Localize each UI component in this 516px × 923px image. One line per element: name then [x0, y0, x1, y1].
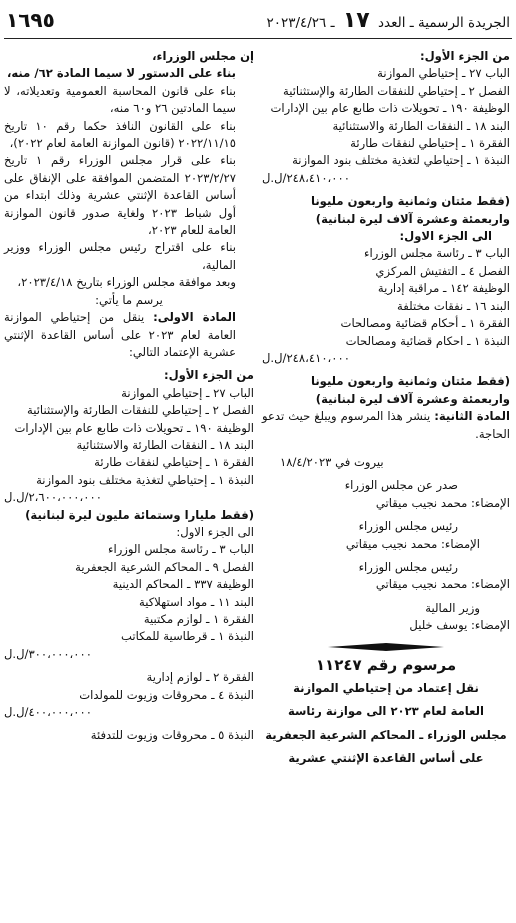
place-date: بيروت في ١٨/٤/٢٠٢٣: [280, 454, 384, 469]
signature-line: الإمضاء: محمد نجيب ميقاتي: [375, 577, 510, 592]
budget-line: الفقرة ١ ـ لوازم مكتبية: [143, 612, 254, 626]
budget-line: النبذة ١ ـ إحتياطي لتغذية مختلف بنود الموازنة: [292, 153, 510, 168]
budget-line: الفقرة ٢ ـ لوازم إدارية: [146, 670, 254, 685]
signature-line: الإمضاء: محمد نجيب ميقاتي: [375, 495, 510, 510]
decree-subject-line: مجلس الوزراء ـ المحاكم الشرعية الجعفرية: [265, 727, 507, 742]
budget-line: البند ١٨ ـ النفقات الطارئة والاستثنائية: [332, 118, 510, 133]
budget-line: الفقرة ١ ـ إحتياطي لنفقات طارئة: [94, 455, 254, 470]
decrees-statement: يرسم ما يأتي:: [95, 292, 163, 307]
basis-line: بناء على القانون النافذ حكما رقم ١٠ تاريخ ٢٠٢٢/١١/١٥ (قانون الموازنة العامة لعام ٢٠٢٢)،: [4, 118, 236, 151]
budget-line: الفصل ٤ ـ التفتيش المركزي: [375, 263, 510, 278]
signature-line: صدر عن مجلس الوزراء: [344, 478, 458, 493]
article-2-text: ينشر هذا المرسوم ويبلغ حيث تدعو الحاجة.: [262, 409, 510, 441]
budget-line: الوظيفة ١٩٠ ـ تحويلات ذات طابع عام بين الإدارات: [270, 101, 510, 116]
budget-line: الباب ٢٧ ـ إحتياطي الموازنة: [377, 66, 510, 81]
budget-line: الوظيفة ٣٣٧ ـ المحاكم الدينية: [112, 577, 254, 592]
budget-line: الوظيفة ١٤٢ ـ مراقبة إدارية: [377, 281, 510, 296]
budget-line: الباب ٣ ـ رئاسة مجلس الوزراء: [108, 542, 254, 557]
from-part-heading: من الجزء الأول:: [163, 368, 254, 383]
left-column: [4, 42, 254, 745]
signature-line: رئيس مجلس الوزراء: [358, 559, 458, 574]
budget-line: النبذة ١ ـ احكام قضائية ومصالحات: [345, 333, 510, 348]
to-part-heading: الى الجزء الاول:: [399, 229, 492, 244]
header-title: [266, 8, 510, 33]
page-header: [6, 4, 510, 36]
intro: إن مجلس الوزراء،: [152, 49, 254, 63]
budget-line: النبذة ١ ـ إحتياطي لتغذية مختلف بنود الموازنة: [36, 472, 254, 487]
amount: ٢٤٨،٤١٠،٠٠٠/ل.ل: [262, 170, 350, 185]
amount: ٢،٦٠٠،٠٠٠،٠٠٠/ل.ل: [4, 490, 102, 505]
article-2: [262, 408, 510, 443]
signature-line: رئيس مجلس الوزراء: [358, 519, 458, 534]
budget-line: الباب ٢٧ ـ إحتياطي الموازنة: [121, 385, 254, 400]
basis-line: بناء على قانون المحاسبة العمومية وتعديلاته، لا سيما المادتين ٢٦ و٦٠ منه،: [4, 83, 236, 116]
article-1-text: ينقل من إحتياطي الموازنة العامة لعام ٢٠٢٣ على أساس القاعدة الإثنتي عشرية الإعتماد التالي:: [4, 310, 237, 359]
budget-line: النبذة ٥ ـ محروقات وزيوت للتدفئة: [90, 728, 254, 743]
separator-ornament: [326, 642, 446, 652]
budget-line: الفصل ٢ ـ إحتياطي للنفقات الطارئة والإستثنائية: [26, 403, 254, 418]
from-part-heading: من الجزء الأول:: [419, 49, 510, 63]
signature-line: وزير المالية: [425, 600, 480, 615]
budget-line: الفصل ٢ ـ إحتياطي للنفقات الطارئة والإستثنائية: [282, 83, 510, 98]
article-2-label: المادة الثانية:: [434, 409, 511, 424]
decree-title: مرسوم رقم ١١٢٤٧: [315, 655, 457, 674]
basis-line: بناء على الدستور لا سيما المادة ٦٢/ منه،: [7, 66, 236, 81]
amount-in-words: (فقط مئتان وثمانية واربعون مليونا واربعمئة وعشرة آلاف ليرة لبنانية): [310, 374, 510, 406]
budget-line: البند ١٦ ـ نفقات مختلفة: [397, 298, 510, 313]
amount: ٤٠٠،٠٠٠،٠٠٠/ل.ل: [4, 705, 92, 720]
article-1-label: المادة الاولى:: [153, 310, 236, 325]
budget-line: البند ١٨ ـ النفقات الطارئة والاستثنائية: [76, 437, 254, 452]
signature-line: الإمضاء: يوسف خليل: [409, 618, 510, 633]
right-column: [262, 42, 510, 768]
budget-line: الفقرة ١ ـ إحتياطي لنفقات طارئة: [350, 136, 510, 151]
page-number: ١٦٩٥: [6, 8, 55, 32]
gazette-name: الجريدة الرسمية ـ العدد: [378, 14, 510, 31]
budget-line: الفقرة ١ ـ أحكام قضائية ومصالحات: [340, 316, 510, 331]
budget-line: البند ١١ ـ مواد استهلاكية: [139, 594, 254, 609]
header-rule: [4, 38, 512, 39]
budget-line: الباب ٣ ـ رئاسة مجلس الوزراء: [364, 246, 510, 261]
amount: ٢٤٨،٤١٠،٠٠٠/ل.ل: [262, 350, 350, 365]
amount: ٣٠٠،٠٠٠،٠٠٠/ل.ل: [4, 646, 92, 661]
basis-line: بناء على اقتراح رئيس مجلس الوزراء ووزير المالية،: [4, 240, 236, 272]
budget-line: الوظيفة ١٩٠ ـ تحويلات ذات طابع عام بين الإدارات: [14, 420, 254, 435]
signature-line: الإمضاء: محمد نجيب ميقاتي: [345, 536, 480, 551]
budget-line: الفصل ٩ ـ المحاكم الشرعية الجعفرية: [75, 559, 254, 574]
decree-subject-line: نقل إعتماد من إحتياطي الموازنة: [293, 681, 479, 695]
budget-line: النبذة ١ ـ قرطاسية للمكاتب: [120, 629, 254, 644]
article-1: [4, 309, 254, 361]
to-part-heading: الى الجزء الاول:: [176, 524, 254, 539]
basis-line: بناء على قرار مجلس الوزراء رقم ١ تاريخ ٢٠٢٣/٢/٢٧ المتضمن الموافقة على الإنفاق على أساس القاعدة الإثنتي عشرية وذلك ابتداء من أول شباط ٢٠٢٣ ولغاية صدور قانون الموازنة العامة للعام ٢٠٢٣،: [4, 153, 236, 238]
amount-in-words: (فقط مئتان وثمانية واربعون مليونا واربعمئة وعشرة آلاف ليرة لبنانية): [310, 194, 510, 226]
amount-in-words: (فقط مليارا وستمائة مليون ليرة لبنانية): [25, 507, 254, 522]
issue-number: ١٧: [342, 7, 370, 33]
budget-line: النبذة ٤ ـ محروقات وزيوت للمولدات: [79, 687, 254, 702]
decree-subject-line: على أساس القاعدة الإثنتي عشرية: [288, 751, 484, 766]
decree-subject-line: العامة لعام ٢٠٢٣ الى موازنة رئاسة: [287, 704, 485, 719]
basis-line: وبعد موافقة مجلس الوزراء بتاريخ ٢٠٢٣/٤/١٨،: [17, 275, 236, 290]
section-separator: [262, 639, 510, 655]
issue-date: ـ ٢٠٢٣/٤/٢٦: [266, 14, 335, 31]
